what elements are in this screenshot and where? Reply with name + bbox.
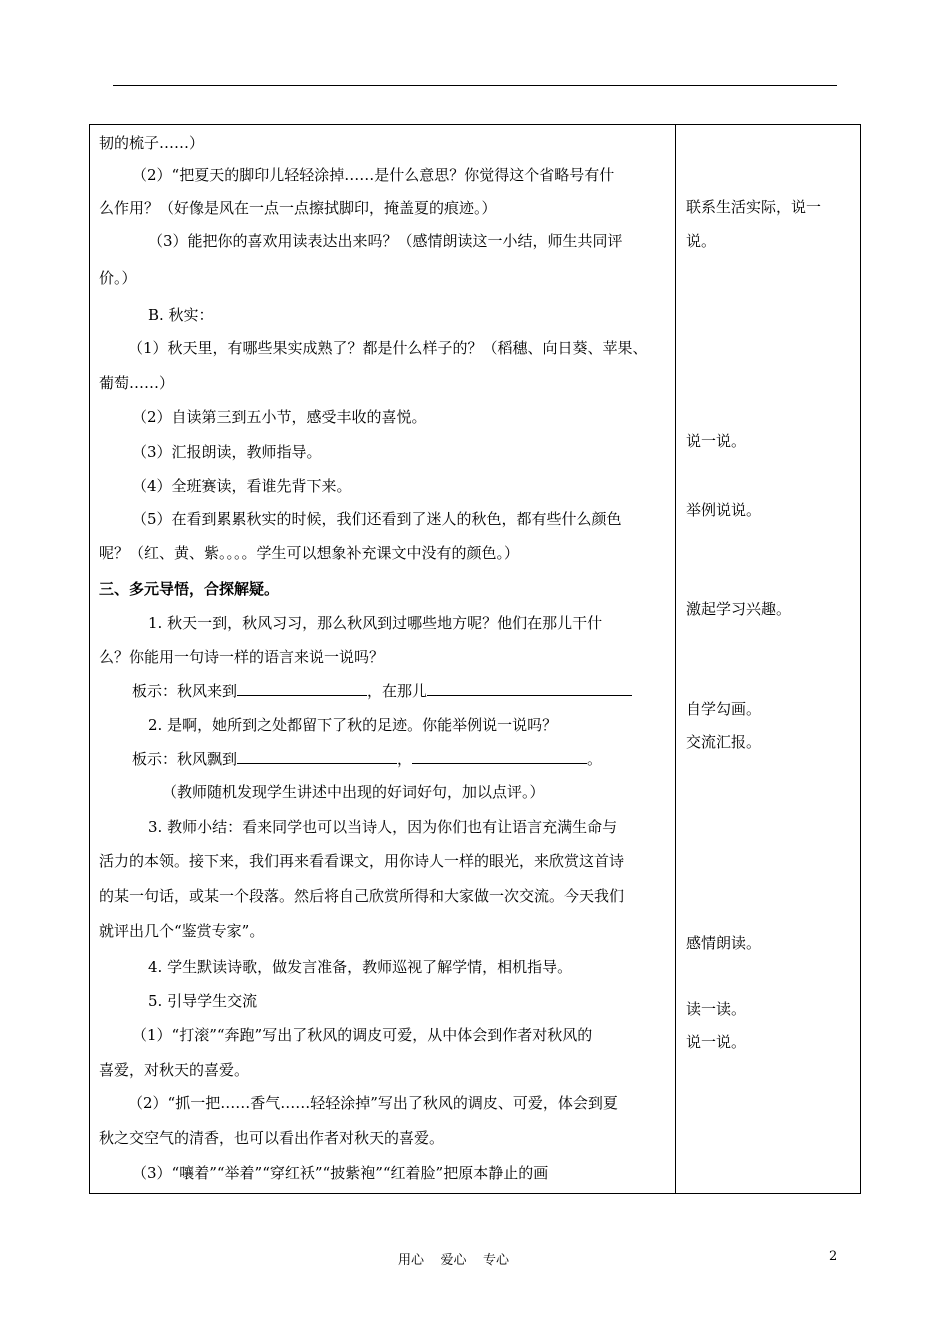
text-line: （4）全班赛读，看谁先背下来。 <box>132 477 352 495</box>
text-line: 么作用？（好像是风在一点一点擦拭脚印，掩盖夏的痕迹。） <box>99 199 497 217</box>
text-line: （3）能把你的喜欢用读表达出来吗？（感情朗读这一小结，师生共同评 <box>148 232 623 250</box>
blank-line <box>237 749 397 764</box>
board-prefix: 板示：秋风飘到 <box>132 750 238 768</box>
text-line: （3）汇报朗读，教师指导。 <box>132 443 322 461</box>
text-line: B. 秋实： <box>148 306 214 324</box>
text-line: 4. 学生默读诗歌，做发言准备，教师巡视了解学情，相机指导。 <box>148 958 573 976</box>
text-line: 喜爱，对秋天的喜爱。 <box>99 1061 250 1079</box>
text-line: （2）“把夏天的脚印儿轻轻涂掉……是什么意思？你觉得这个省略号有什 <box>132 166 615 184</box>
board-line-2 <box>132 749 602 769</box>
blank-line <box>237 681 367 696</box>
lesson-table <box>89 124 861 1194</box>
text-line: 1. 秋天一到，秋风习习，那么秋风到过哪些地方呢？他们在那儿干什 <box>148 614 603 632</box>
text-line: 5. 引导学生交流 <box>148 992 258 1010</box>
text-line: 呢？（红、黄、紫。。。。学生可以想象补充课文中没有的颜色。） <box>99 544 520 562</box>
text-line: 么？你能用一句诗一样的语言来说一说吗？ <box>99 648 385 666</box>
text-line: （3）“嚷着”“举着”“穿红袄”“披紫袍”“红着脸”把原本静止的画 <box>132 1164 549 1182</box>
text-line: （教师随机发现学生讲述中出现的好词好句，加以点评。） <box>162 783 545 801</box>
text-line: （1）秋天里，有哪些果实成熟了？都是什么样子的？（稻穗、向日葵、苹果、 <box>128 339 648 357</box>
header-rule <box>113 85 837 86</box>
board-period: 。 <box>587 750 603 768</box>
side-note: 联系生活实际，说一 <box>686 198 822 216</box>
side-note: 交流汇报。 <box>686 733 762 751</box>
board-line-1 <box>132 681 632 701</box>
side-note: 自学勾画。 <box>686 700 762 718</box>
text-line: （5）在看到累累秋实的时候，我们还看到了迷人的秋色，都有些什么颜色 <box>132 510 622 528</box>
side-note: 说一说。 <box>686 1033 747 1051</box>
page-number: 2 <box>829 1249 838 1264</box>
board-mid: ，在那儿 <box>367 682 428 700</box>
side-note: 说一说。 <box>686 432 747 450</box>
side-note: 感情朗读。 <box>686 934 762 952</box>
footer-motto: 用心 爱心 专心 <box>398 1253 510 1268</box>
side-note: 举例说说。 <box>686 501 762 519</box>
side-note: 读一读。 <box>686 1000 747 1018</box>
text-line: （1）“打滚”“奔跑”写出了秋风的调皮可爱，从中体会到作者对秋风的 <box>132 1026 593 1044</box>
board-prefix: 板示：秋风来到 <box>132 682 238 700</box>
text-line: （2）“抓一把……香气……轻轻涂掉”写出了秋风的调皮、可爱，体会到夏 <box>128 1094 618 1112</box>
text-line: 价。） <box>99 269 137 287</box>
text-line: 秋之交空气的清香，也可以看出作者对秋天的喜爱。 <box>99 1129 445 1147</box>
blank-line <box>427 681 632 696</box>
text-line: 韧的梳子……） <box>99 134 205 152</box>
text-line: （2）自读第三到五小节，感受丰收的喜悦。 <box>132 408 427 426</box>
section-heading: 三、多元导悟，合探解疑。 <box>99 580 280 598</box>
text-line: 就评出几个“鉴赏专家”。 <box>99 922 265 940</box>
board-comma: ， <box>397 750 413 768</box>
text-line: 活力的本领。接下来，我们再来看看课文，用你诗人一样的眼光，来欣赏这首诗 <box>99 852 625 870</box>
text-line: 葡萄……） <box>99 374 175 392</box>
side-note: 激起学习兴趣。 <box>686 600 792 618</box>
column-divider <box>675 125 676 1193</box>
text-line: 的某一句话，或某一个段落。然后将自己欣赏所得和大家做一次交流。今天我们 <box>99 887 625 905</box>
text-line: 2. 是啊，她所到之处都留下了秋的足迹。你能举例说一说吗？ <box>148 716 558 734</box>
blank-line <box>412 749 587 764</box>
text-line: 3. 教师小结：看来同学也可以当诗人，因为你们也有让语言充满生命与 <box>148 818 618 836</box>
side-note: 说。 <box>686 232 717 250</box>
